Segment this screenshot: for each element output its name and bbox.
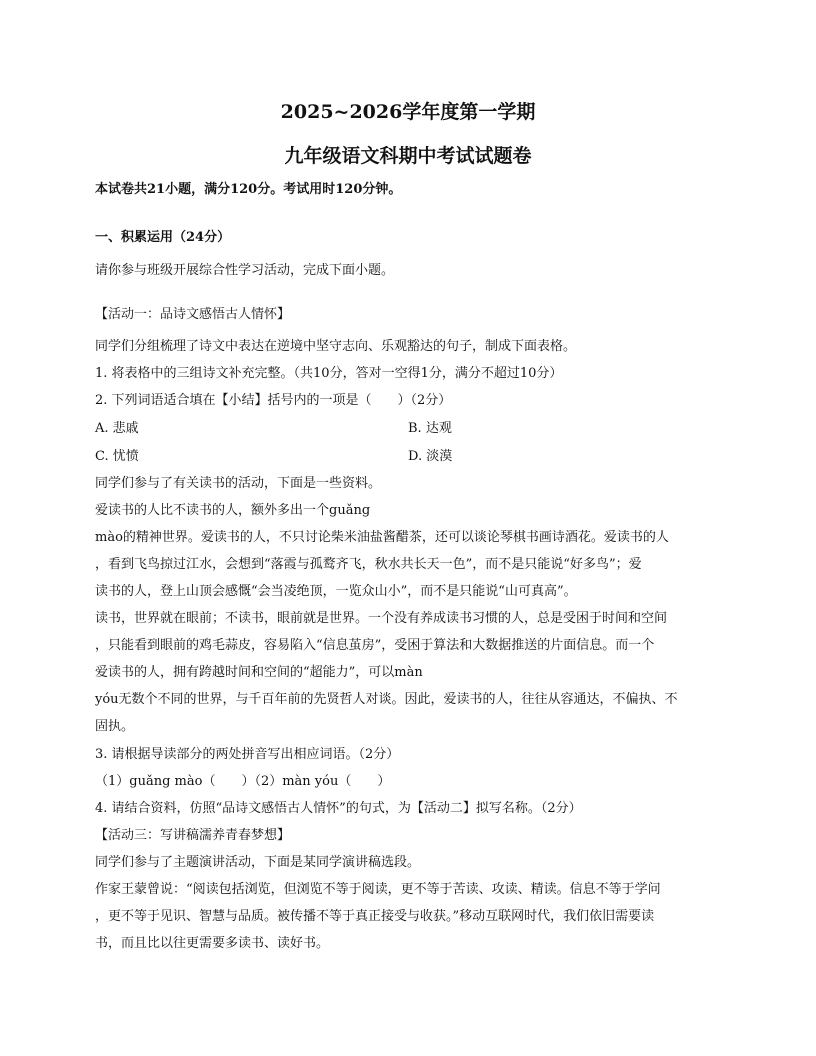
passage1-line3: ，看到飞鸟掠过江水，会想到“落霞与孤鹜齐飞，秋水共长天一色”，而不是只能说“好多鸟”；爱 (95, 557, 642, 572)
passage1-line1: 爱读书的人比不读书的人，额外多出一个guǎng (95, 503, 371, 518)
passage3-line1: 作家王蒙曾说：“阅读包括浏览，但浏览不等于阅读，更不等于苦读、攻读、精读。信息不等于学问 (95, 882, 661, 897)
passage2-line5: 固执。 (95, 719, 135, 734)
section-intro: 请你参与班级开展综合性学习活动，完成下面小题。 (95, 263, 395, 278)
section-heading: 一、积累运用（24分） (95, 230, 231, 245)
option-c: C. 忧愤 (95, 449, 139, 464)
passage3-line3: 书，而且比以往更需要多读书、读好书。 (95, 936, 330, 951)
passage2-line3: 爱读书的人，拥有跨越时间和空间的“超能力”，可以màn (95, 665, 423, 680)
activity1-title: 【活动一：品诗文感悟古人情怀】 (95, 307, 291, 322)
exam-title-line2: 九年级语文科期中考试试题卷 (284, 145, 532, 167)
question-4: 4. 请结合资料，仿照“品诗文感悟古人情怀”的句式，为【活动二】拟写名称。（2分） (95, 801, 582, 816)
passage2-line4: yóu无数个不同的世界，与千百年前的先贤哲人对谈。因此，爱读书的人，往往从容通达，不偏执、不 (95, 692, 678, 707)
activity3-title: 【活动三：写讲稿濡养青春梦想】 (95, 828, 291, 843)
passage2-line2: ，只能看到眼前的鸡毛蒜皮，容易陷入“信息茧房”，受困于算法和大数据推送的片面信息。而一个 (95, 638, 655, 653)
passage1-line4: 读书的人，登上山顶会感慨“会当凌绝顶，一览众山小”，而不是只能说“山可真高”。 (95, 584, 577, 599)
question-1: 1. 将表格中的三组诗文补充完整。（共10分，答对一空得1分，满分不超过10分） (95, 366, 563, 381)
exam-info: 本试卷共21小题，满分120分。考试用时120分钟。 (95, 182, 402, 197)
passage2-line1: 读书，世界就在眼前；不读书，眼前就是世界。一个没有养成读书习惯的人，总是受困于时间和空间 (95, 611, 668, 626)
passage1-line2: mào的精神世界。爱读书的人，不只讨论柴米油盐酱醋茶，还可以谈论琴棋书画诗酒花。爱读书的人 (95, 530, 669, 545)
activity3-desc: 同学们参与了主题演讲活动，下面是某同学演讲稿选段。 (95, 855, 421, 870)
question-3: 3. 请根据导读部分的两处拼音写出相应词语。（2分） (95, 747, 400, 762)
activity1-desc: 同学们分组梳理了诗文中表达在逆境中坚守志向、乐观豁达的句子，制成下面表格。 (95, 339, 577, 354)
question-2: 2. 下列词语适合填在【小结】括号内的一项是（ ）（2分） (95, 393, 452, 408)
question-3-blanks: （1）guǎng mào（ ）（2）màn yóu（ ） (95, 774, 391, 789)
option-d: D. 淡漠 (408, 449, 453, 464)
option-b: B. 达观 (408, 421, 452, 436)
exam-title-line1: 2025~2026学年度第一学期 (280, 101, 536, 123)
activity2-intro: 同学们参与了有关读书的活动，下面是一些资料。 (95, 476, 382, 491)
passage3-line2: ，更不等于见识、智慧与品质。被传播不等于真正接受与收获。”移动互联网时代，我们依旧需要读 (95, 909, 655, 924)
option-a: A. 悲戚 (95, 421, 139, 436)
